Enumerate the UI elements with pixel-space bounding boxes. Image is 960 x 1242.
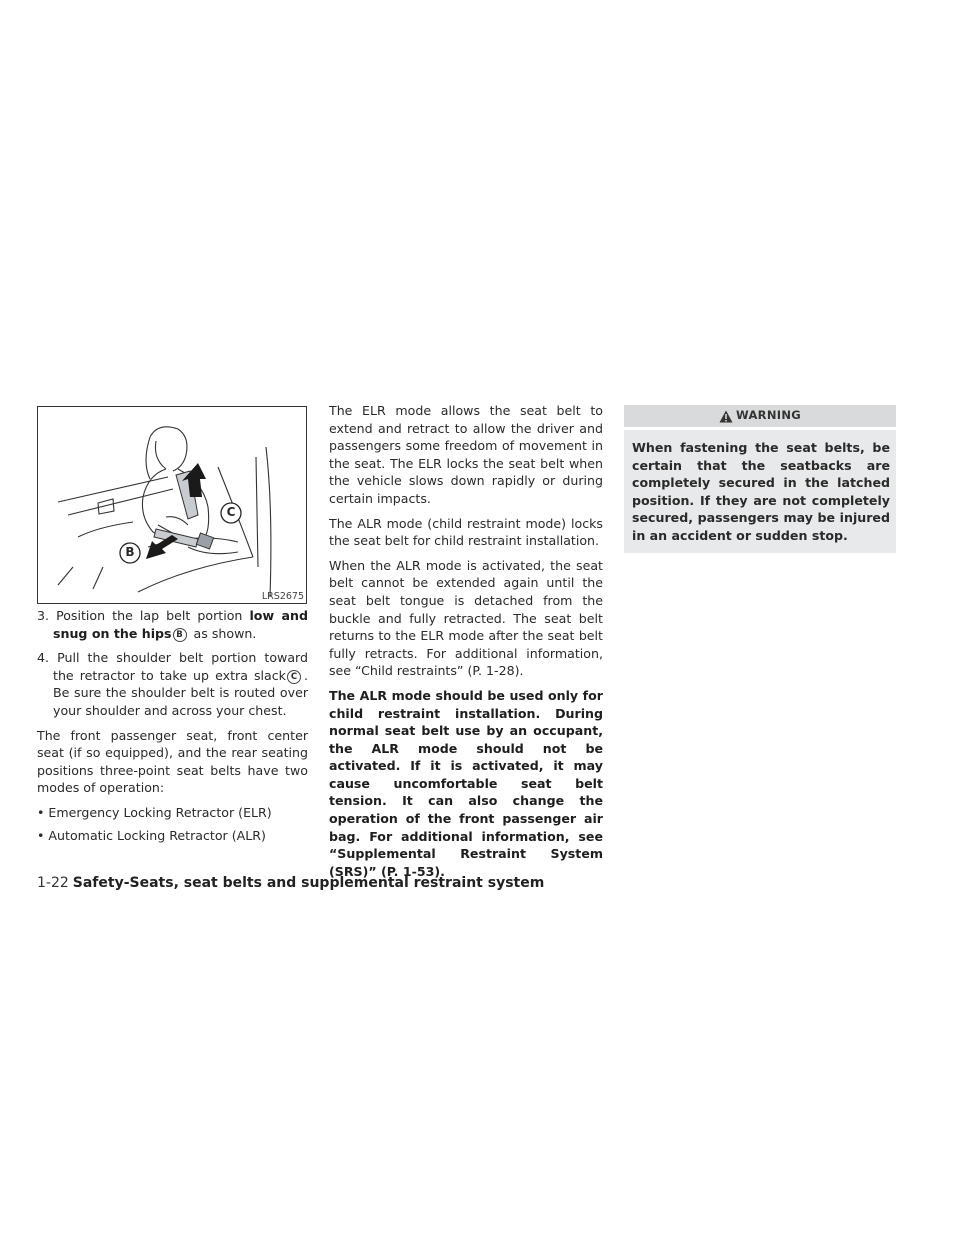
- seat-belt-illustration: [37, 406, 307, 604]
- warning-box: [624, 405, 896, 553]
- modes-paragraph: The front passenger seat, front center seat (if so equipped), and the rear seating positions three-point seat belts have two modes of operation:: [37, 727, 308, 796]
- column-1: [37, 607, 308, 849]
- alr-paragraph: The ALR mode (child restraint mode) locks the seat belt for child restraint installation.: [329, 515, 603, 549]
- section-title: Safety-Seats, seat belts and supplemental restraint system: [72, 875, 545, 891]
- warning-title: WARNING: [736, 408, 801, 423]
- alr-warning-text: The ALR mode should be used only for child restraint installation. During normal seat belt use by an occupant, the ALR mode should not be activated. If it is activated, it may cause uncomfortable seat belt tension. It can also change the operation of the front passenger air bag. For additional information, see “Supplemental Restraint System (SRS)” (P. 1-53).: [329, 687, 603, 879]
- label-c: C: [226, 505, 236, 519]
- elr-paragraph: The ELR mode allows the seat belt to extend and retract to allow the driver and passengers some freedom of movement in the seat. The ELR locks the seat belt when the vehicle slows down rapidly or during certain impacts.: [329, 403, 603, 506]
- bullet-elr: • Emergency Locking Retractor (ELR): [37, 804, 272, 820]
- alr-warning-paragraph: [329, 687, 603, 881]
- page-footer: [37, 875, 544, 891]
- warning-triangle-icon: [719, 410, 733, 423]
- step-3-text: 3. Position the lap belt portion: [37, 608, 250, 623]
- alr-activated-paragraph: When the ALR mode is activated, the seat belt cannot be extended again until the seat belt tongue is detached from the buckle and fully retracted. The seat belt returns to the ELR mode after the seat belt fully retracts. For additional information, see “Child restraints” (P. 1-28).: [329, 557, 603, 679]
- warning-body: When fastening the seat belts, be certain that the seatbacks are completely secured in the latched position. If they are not completely secured, passengers may be injured in an accident or sudden stop.: [624, 430, 896, 553]
- step-3-text-end: as shown.: [189, 625, 257, 641]
- label-b: B: [125, 545, 135, 559]
- step-3: [37, 607, 308, 642]
- figure-code: LRS2675: [261, 591, 304, 602]
- circled-c-marker: C: [287, 670, 301, 684]
- page-number: 1-22: [37, 875, 69, 891]
- seat-belt-drawing: [38, 407, 306, 603]
- warning-header: [624, 405, 896, 427]
- step-3-bold: low and snug on the hips: [53, 608, 308, 641]
- step-4-text-end: . Be sure the shoulder belt is routed over your shoulder and across your chest.: [53, 667, 308, 718]
- column-2: [329, 402, 603, 887]
- step-4: [37, 649, 308, 719]
- circled-b-marker: B: [173, 628, 187, 642]
- step-4-text: 4. Pull the shoulder belt portion toward the retractor to take up extra slack: [37, 650, 308, 683]
- bullet-alr: • Automatic Locking Retractor (ALR): [37, 827, 266, 843]
